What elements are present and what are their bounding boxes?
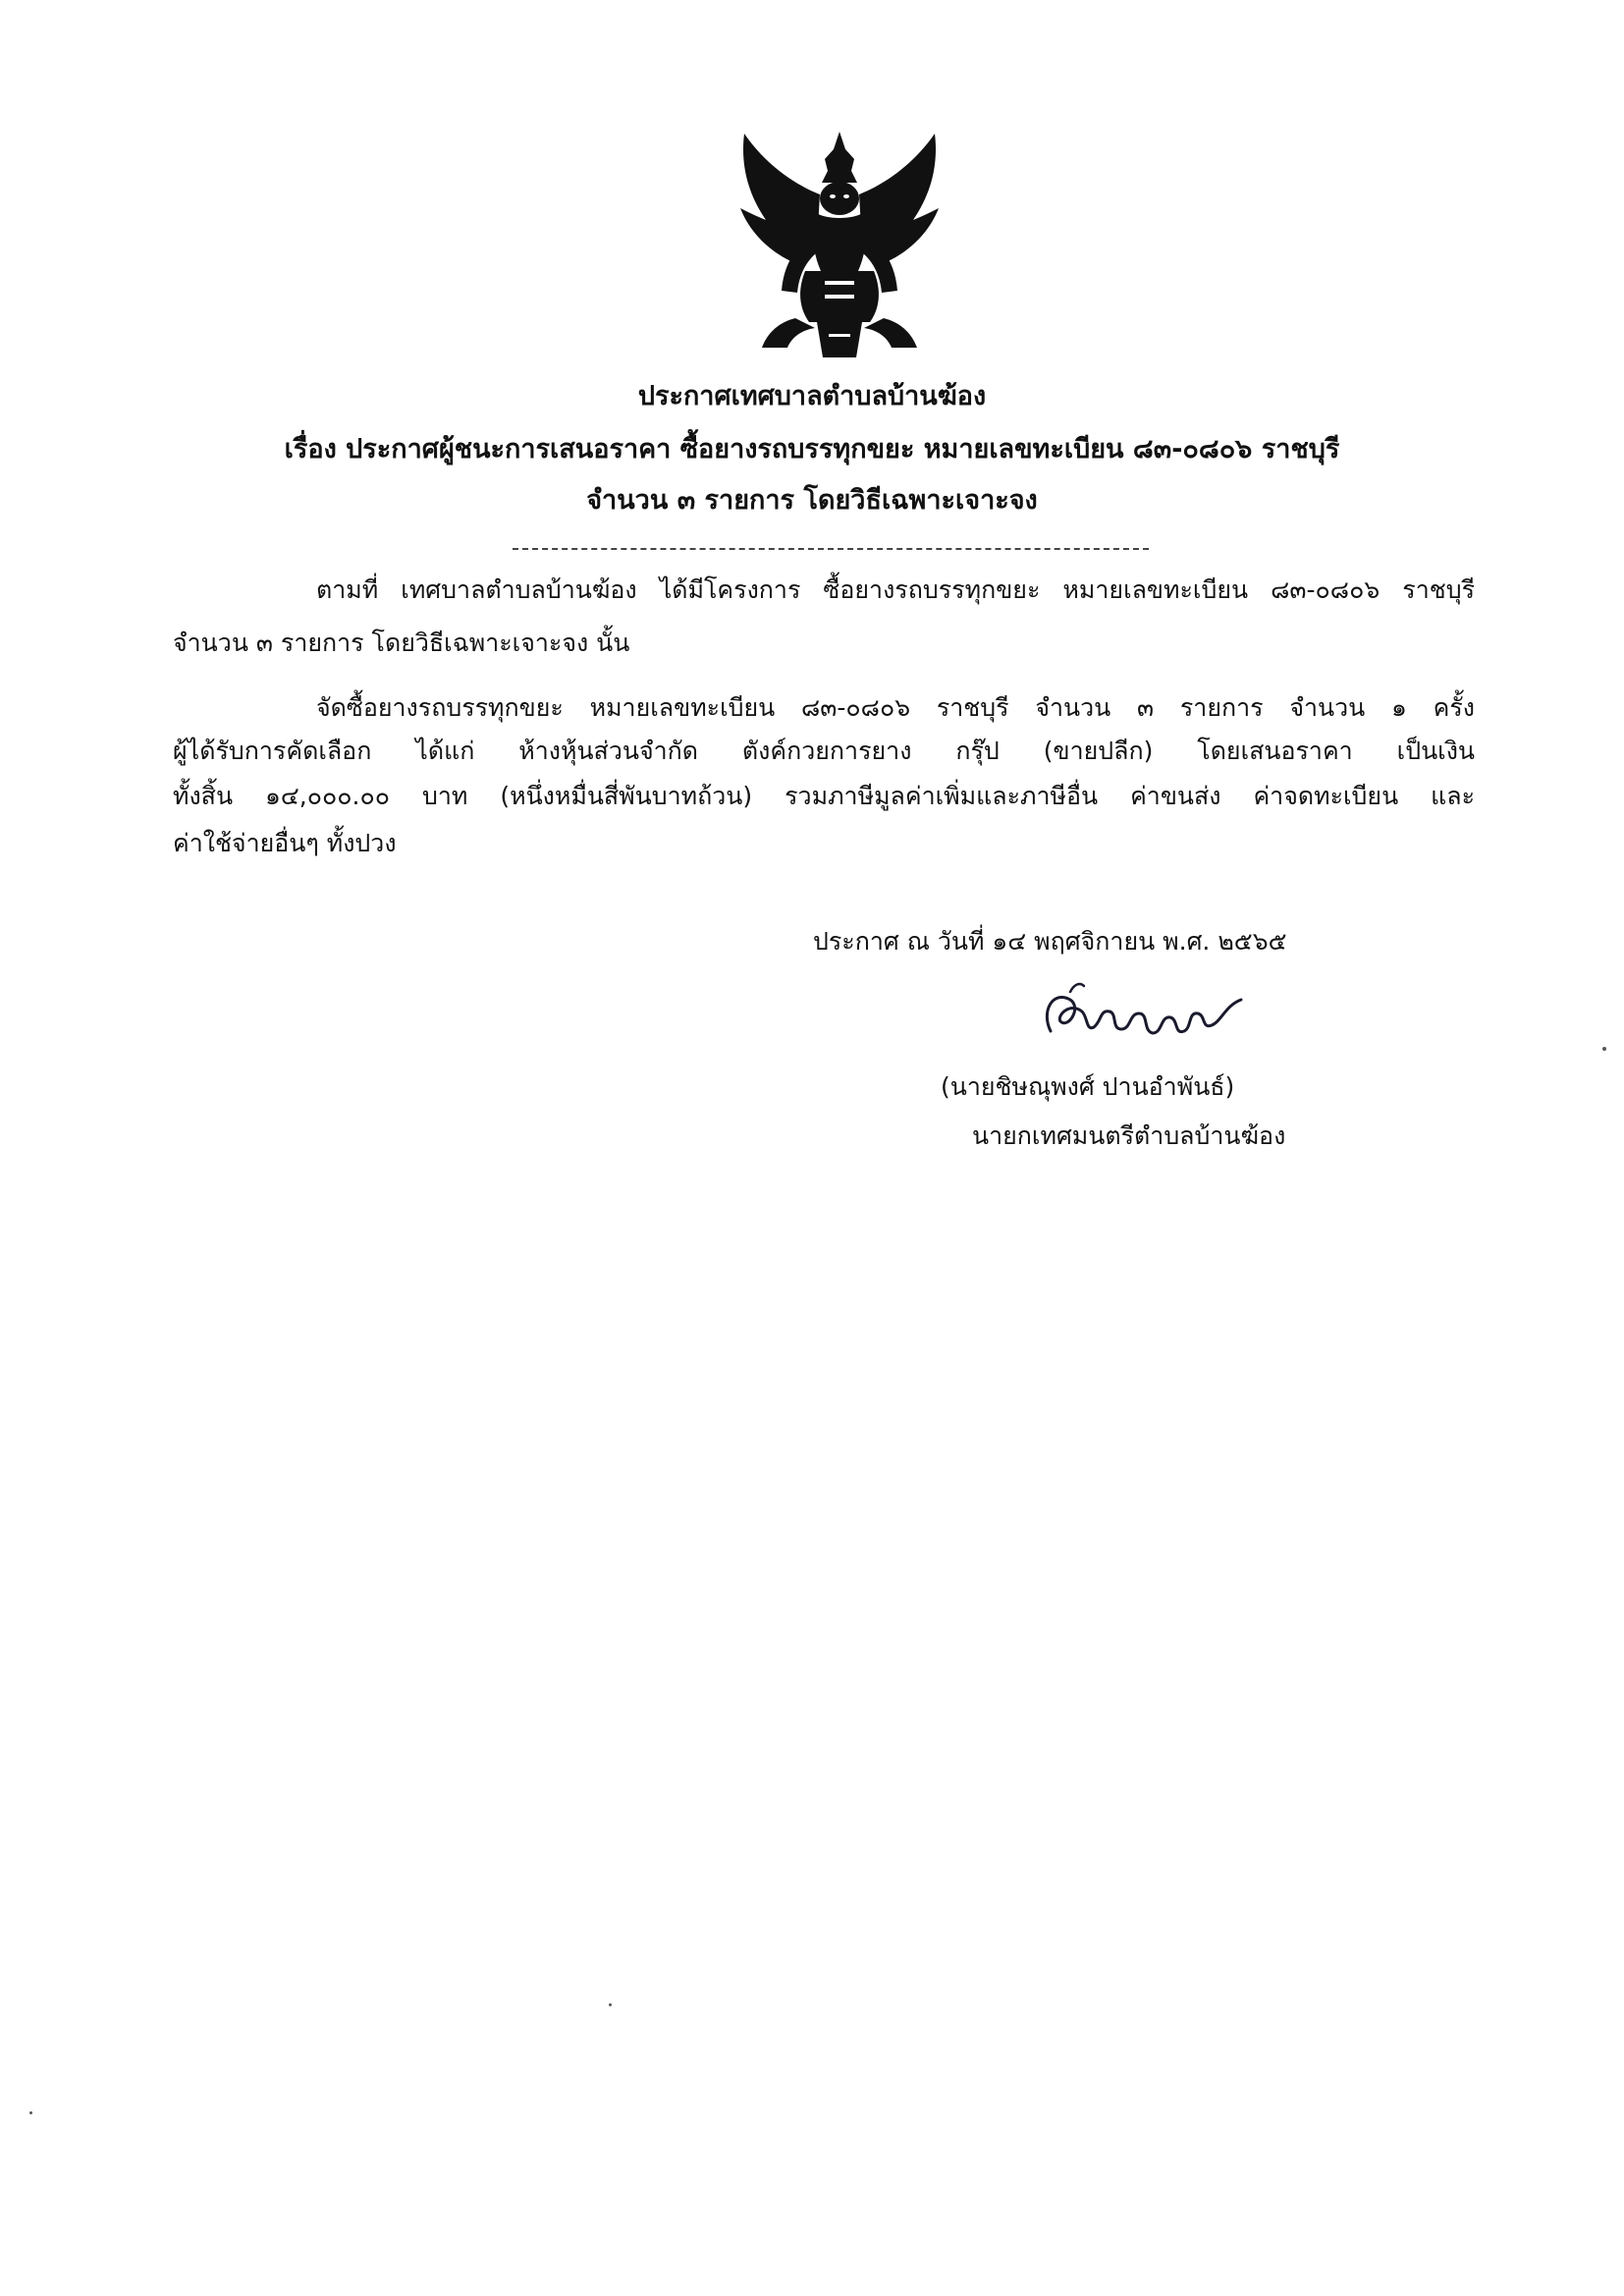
- body-paragraph-2-line-3: ทั้งสิ้น ๑๔,๐๐๐.๐๐ บาท (หนึ่งหมื่นสี่พันบาทถ้วน) รวมภาษีมูลค่าเพิ่มและภาษีอื่น ค่าขนส่ง ค่าจดทะเบียน และ: [173, 782, 1475, 810]
- announcement-subject: เรื่อง ประกาศผู้ชนะการเสนอราคา ซื้อยางรถบรรทุกขยะ หมายเลขทะเบียน ๘๓-๐๘๐๖ ราชบุรี: [284, 434, 1340, 465]
- announcement-date: ประกาศ ณ วันที่ ๑๔ พฤศจิกายน พ.ศ. ๒๕๖๕: [813, 927, 1287, 956]
- handwritten-signature: [1031, 972, 1257, 1051]
- body-paragraph-1-line-1: ตามที่ เทศบาลตำบลบ้านฆ้อง ได้มีโครงการ ซื้อยางรถบรรทุกขยะ หมายเลขทะเบียน ๘๓-๐๘๐๖ ราชบุรี: [316, 575, 1475, 604]
- body-paragraph-2-line-1: จัดซื้อยางรถบรรทุกขยะ หมายเลขทะเบียน ๘๓-๐๘๐๖ ราชบุรี จำนวน ๓ รายการ จำนวน ๑ ครั้ง: [316, 693, 1475, 722]
- heading-divider: [513, 548, 1149, 550]
- garuda-emblem-icon: [727, 126, 952, 361]
- body-paragraph-2-line-2: ผู้ได้รับการคัดเลือก ได้แก่ ห้างหุ้นส่วนจำกัด ตังค์กวยการยาง กรุ๊ป (ขายปลีก) โดยเสนอราคา เป็นเงิน: [173, 737, 1475, 765]
- scan-speck: [29, 2111, 32, 2114]
- signatory-name: (นายชิษณุพงศ์ ปานอำพันธ์): [941, 1072, 1235, 1101]
- announcement-title: ประกาศเทศบาลตำบลบ้านฆ้อง: [637, 381, 987, 411]
- body-paragraph-1-line-2: จำนวน ๓ รายการ โดยวิธีเฉพาะเจาะจง นั้น: [173, 629, 630, 657]
- body-paragraph-2-line-4: ค่าใช้จ่ายอื่นๆ ทั้งปวง: [173, 829, 397, 857]
- signatory-position: นายกเทศมนตรีตำบลบ้านฆ้อง: [972, 1121, 1286, 1150]
- announcement-subject-method: จำนวน ๓ รายการ โดยวิธีเฉพาะเจาะจง: [586, 485, 1038, 516]
- scan-speck: [1602, 1047, 1606, 1051]
- scan-speck: [609, 2003, 612, 2006]
